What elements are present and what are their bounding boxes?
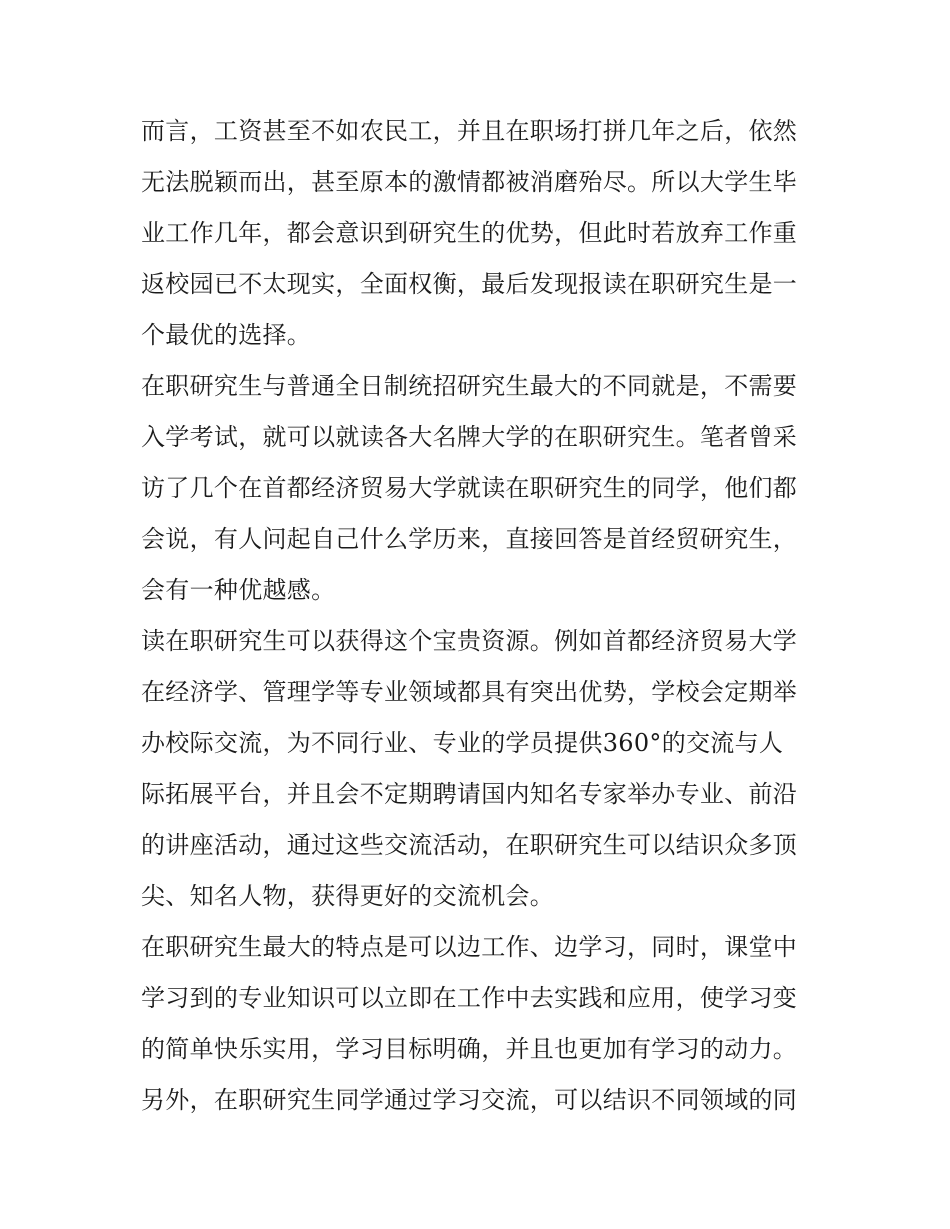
text-line: 访了几个在首都经济贸易大学就读在职研究生的同学，他们都 bbox=[141, 474, 798, 502]
text-line: 尖、知名人物，获得更好的交流机会。 bbox=[141, 882, 555, 910]
paragraph-4 bbox=[141, 922, 813, 1126]
text-line: 入学考试，就可以就读各大名牌大学的在职研究生。笔者曾采 bbox=[141, 423, 798, 451]
text-line: 业工作几年，都会意识到研究生的优势，但此时若放弃工作重 bbox=[141, 219, 798, 247]
text-line: 另外，在职研究生同学通过学习交流，可以结识不同领域的同 bbox=[141, 1086, 798, 1114]
text-line: 在职研究生最大的特点是可以边工作、边学习，同时，课堂中 bbox=[141, 933, 798, 961]
text-line: 际拓展平台，并且会不定期聘请国内知名专家举办专业、前沿 bbox=[141, 780, 798, 808]
text-line: 在经济学、管理学等专业领域都具有突出优势，学校会定期举 bbox=[141, 678, 798, 706]
text-line: 的讲座活动，通过这些交流活动，在职研究生可以结识众多顶 bbox=[141, 831, 798, 859]
text-line: 无法脱颖而出，甚至原本的激情都被消磨殆尽。所以大学生毕 bbox=[141, 168, 798, 196]
document-body bbox=[141, 106, 813, 1126]
text-line: 返校园已不太现实，全面权衡，最后发现报读在职研究生是一 bbox=[141, 270, 798, 298]
text-line: 个最优的选择。 bbox=[141, 321, 312, 349]
paragraph-2 bbox=[141, 361, 813, 616]
text-line: 学习到的专业知识可以立即在工作中去实践和应用，使学习变 bbox=[141, 984, 798, 1012]
text-line: 办校际交流，为不同行业、专业的学员提供360°的交流与人 bbox=[141, 729, 784, 757]
text-line: 在职研究生与普通全日制统招研究生最大的不同就是，不需要 bbox=[141, 372, 798, 400]
paragraph-3 bbox=[141, 616, 813, 922]
text-line: 而言，工资甚至不如农民工，并且在职场打拼几年之后，依然 bbox=[141, 117, 798, 145]
text-line: 会有一种优越感。 bbox=[141, 576, 336, 604]
text-line: 的简单快乐实用，学习目标明确，并且也更加有学习的动力。 bbox=[141, 1035, 798, 1063]
text-line: 读在职研究生可以获得这个宝贵资源。例如首都经济贸易大学 bbox=[141, 627, 798, 655]
text-line: 会说，有人问起自己什么学历来，直接回答是首经贸研究生， bbox=[141, 525, 798, 553]
paragraph-1 bbox=[141, 106, 813, 361]
